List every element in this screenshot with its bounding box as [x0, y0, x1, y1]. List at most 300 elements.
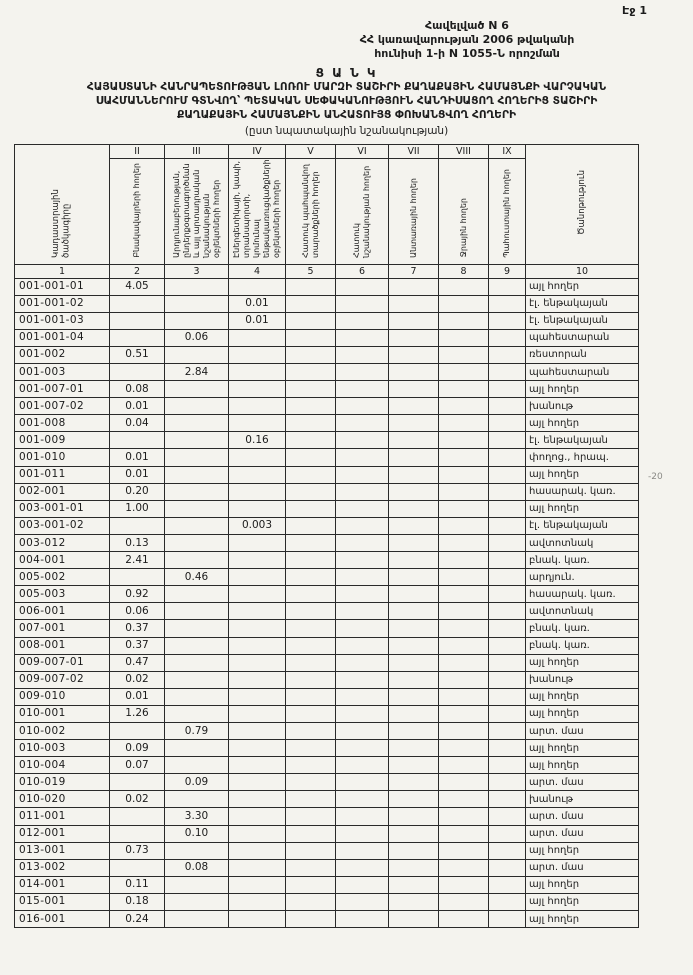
area-value-cell-col4	[229, 552, 286, 569]
table-row	[15, 552, 639, 569]
area-value-cell-col9	[489, 774, 526, 791]
area-value-cell-col2: 1.00	[110, 500, 165, 517]
table-row	[15, 534, 639, 551]
area-value-cell-col5	[286, 415, 336, 432]
area-value-cell-col5	[286, 312, 336, 329]
cadastral-code-cell: 011-001	[15, 808, 110, 825]
area-value-cell-col9	[489, 346, 526, 363]
table-header	[15, 144, 639, 278]
area-value-cell-col4	[229, 466, 286, 483]
note-cell: էլ. ենթակայան	[526, 295, 639, 312]
area-value-cell-col5	[286, 671, 336, 688]
area-value-cell-col8	[439, 876, 489, 893]
area-value-cell-col6	[336, 757, 389, 774]
area-value-cell-col7	[389, 603, 439, 620]
area-value-cell-col6	[336, 346, 389, 363]
area-value-cell-col4	[229, 774, 286, 791]
area-value-cell-col2: 0.04	[110, 415, 165, 432]
area-value-cell-col9	[489, 329, 526, 346]
area-value-cell-col8	[439, 791, 489, 808]
cadastral-code-cell: 003-012	[15, 534, 110, 551]
area-value-cell-col8	[439, 483, 489, 500]
area-value-cell-col8	[439, 569, 489, 586]
cadastral-code-cell: 004-001	[15, 552, 110, 569]
area-value-cell-col5	[286, 329, 336, 346]
area-value-cell-col2: 0.51	[110, 346, 165, 363]
area-value-cell-col7	[389, 278, 439, 295]
purpose-note: (ըստ նպատակային նշանակության)	[244, 124, 449, 137]
area-value-cell-col5	[286, 620, 336, 637]
area-value-cell-col7	[389, 449, 439, 466]
area-value-cell-col5	[286, 876, 336, 893]
area-value-cell-col6	[336, 688, 389, 705]
area-value-cell-col7	[389, 876, 439, 893]
area-value-cell-col3	[165, 893, 229, 910]
subtitle-line-3: ՔԱՂԱՔԱՅԻՆ ՀԱՄԱՅՆՔԻՆ ԱՆՀԱՏՈՒՅՑ ՓՈԽԱՆՑՎՈՂ ՀՈՂԵՐԻ	[176, 108, 516, 121]
cadastral-code-cell: 001-002	[15, 346, 110, 363]
area-value-cell-col4	[229, 364, 286, 381]
area-value-cell-col7	[389, 774, 439, 791]
area-value-cell-col9	[489, 757, 526, 774]
document-title: Ց Ա Ն Կ	[315, 66, 378, 81]
area-value-cell-col5	[286, 791, 336, 808]
area-value-cell-col4	[229, 671, 286, 688]
document-subtitle	[14, 81, 679, 122]
area-value-cell-col4	[229, 449, 286, 466]
area-value-cell-col7	[389, 859, 439, 876]
area-value-cell-col7	[389, 312, 439, 329]
area-value-cell-col8	[439, 517, 489, 534]
area-value-cell-col3	[165, 534, 229, 551]
area-value-cell-col4	[229, 859, 286, 876]
area-value-cell-col8	[439, 552, 489, 569]
note-cell: այլ հողեր	[526, 654, 639, 671]
area-value-cell-col9	[489, 295, 526, 312]
area-value-cell-col7	[389, 398, 439, 415]
cadastral-code-cell: 010-004	[15, 757, 110, 774]
area-value-cell-col5	[286, 774, 336, 791]
area-value-cell-col6	[336, 500, 389, 517]
area-value-cell-col6	[336, 381, 389, 398]
area-value-cell-col3	[165, 432, 229, 449]
table-row	[15, 329, 639, 346]
table-row	[15, 312, 639, 329]
area-value-cell-col3	[165, 552, 229, 569]
area-value-cell-col7	[389, 620, 439, 637]
table-row	[15, 876, 639, 893]
note-cell: արտ. մաս	[526, 808, 639, 825]
note-cell: այլ հողեր	[526, 278, 639, 295]
area-value-cell-col5	[286, 740, 336, 757]
table-row	[15, 603, 639, 620]
cadastral-code-cell: 010-002	[15, 722, 110, 739]
area-value-cell-col6	[336, 893, 389, 910]
area-value-cell-col8	[439, 586, 489, 603]
area-value-cell-col6	[336, 329, 389, 346]
area-value-cell-col5	[286, 603, 336, 620]
table-row	[15, 278, 639, 295]
area-value-cell-col9	[489, 415, 526, 432]
area-value-cell-col5	[286, 517, 336, 534]
area-value-cell-col4	[229, 740, 286, 757]
col-num-7: 7	[389, 264, 439, 278]
area-value-cell-col8	[439, 740, 489, 757]
area-value-cell-col7	[389, 329, 439, 346]
col-num-10: 10	[526, 264, 639, 278]
note-cell: էլ. ենթակայան	[526, 432, 639, 449]
area-value-cell-col7	[389, 517, 439, 534]
cadastral-code-cell: 001-008	[15, 415, 110, 432]
roman-IX: IX	[489, 144, 526, 158]
area-value-cell-col8	[439, 825, 489, 842]
area-value-cell-col3	[165, 346, 229, 363]
area-value-cell-col2: 0.08	[110, 381, 165, 398]
area-value-cell-col5	[286, 757, 336, 774]
area-value-cell-col4	[229, 500, 286, 517]
area-value-cell-col4	[229, 911, 286, 928]
area-value-cell-col7	[389, 466, 439, 483]
area-value-cell-col3: 0.08	[165, 859, 229, 876]
area-value-cell-col2: 0.02	[110, 791, 165, 808]
area-value-cell-col9	[489, 654, 526, 671]
area-value-cell-col7	[389, 346, 439, 363]
cadastral-code-cell: 016-001	[15, 911, 110, 928]
area-value-cell-col4	[229, 722, 286, 739]
area-value-cell-col6	[336, 586, 389, 603]
area-value-cell-col9	[489, 825, 526, 842]
table-row	[15, 398, 639, 415]
table-row	[15, 705, 639, 722]
area-value-cell-col3: 0.46	[165, 569, 229, 586]
area-value-cell-col2: 0.11	[110, 876, 165, 893]
col-header-infrastructure-lands: Էներգետիկայի, կապի, տրանսպորտի, կոմունալ ենթակառուցվածքների օբյեկտների հողեր	[229, 158, 286, 264]
cadastral-code-cell: 001-007-01	[15, 381, 110, 398]
area-value-cell-col2: 0.18	[110, 893, 165, 910]
cadastral-code-cell: 001-001-01	[15, 278, 110, 295]
area-value-cell-col7	[389, 757, 439, 774]
roman-V: V	[286, 144, 336, 158]
area-value-cell-col2: 0.37	[110, 620, 165, 637]
note-cell: այլ հողեր	[526, 688, 639, 705]
note-cell: այլ հողեր	[526, 893, 639, 910]
area-value-cell-col4: 0.01	[229, 312, 286, 329]
area-value-cell-col9	[489, 466, 526, 483]
area-value-cell-col7	[389, 637, 439, 654]
col-header-reserve-lands: Պահուստային հողեր	[489, 158, 526, 264]
area-value-cell-col6	[336, 432, 389, 449]
area-value-cell-col3	[165, 688, 229, 705]
area-value-cell-col2	[110, 364, 165, 381]
area-value-cell-col2	[110, 569, 165, 586]
table-row	[15, 569, 639, 586]
area-value-cell-col8	[439, 500, 489, 517]
area-value-cell-col8	[439, 466, 489, 483]
area-value-cell-col5	[286, 534, 336, 551]
roman-II: II	[110, 144, 165, 158]
area-value-cell-col6	[336, 312, 389, 329]
note-cell: բնակ. կառ.	[526, 552, 639, 569]
note-cell: այլ հողեր	[526, 842, 639, 859]
area-value-cell-col8	[439, 381, 489, 398]
area-value-cell-col9	[489, 603, 526, 620]
col-num-3: 3	[165, 264, 229, 278]
area-value-cell-col9	[489, 740, 526, 757]
area-value-cell-col7	[389, 671, 439, 688]
area-value-cell-col9	[489, 449, 526, 466]
note-cell: բնակ. կառ.	[526, 637, 639, 654]
area-value-cell-col7	[389, 586, 439, 603]
area-value-cell-col8	[439, 671, 489, 688]
table-row	[15, 671, 639, 688]
area-value-cell-col2: 0.01	[110, 449, 165, 466]
table-row	[15, 432, 639, 449]
area-value-cell-col4	[229, 415, 286, 432]
note-cell: արտ. մաս	[526, 859, 639, 876]
table-row	[15, 517, 639, 534]
area-value-cell-col5	[286, 432, 336, 449]
col-num-4: 4	[229, 264, 286, 278]
area-value-cell-col5	[286, 859, 336, 876]
area-value-cell-col8	[439, 398, 489, 415]
table-row	[15, 791, 639, 808]
area-value-cell-col4	[229, 586, 286, 603]
area-value-cell-col3: 0.09	[165, 774, 229, 791]
area-value-cell-col9	[489, 876, 526, 893]
area-value-cell-col7	[389, 705, 439, 722]
area-value-cell-col5	[286, 278, 336, 295]
note-cell: հասարակ. կառ.	[526, 586, 639, 603]
area-value-cell-col5	[286, 569, 336, 586]
area-value-cell-col2: 0.73	[110, 842, 165, 859]
area-value-cell-col2: 0.09	[110, 740, 165, 757]
area-value-cell-col2	[110, 329, 165, 346]
area-value-cell-col9	[489, 791, 526, 808]
area-value-cell-col6	[336, 825, 389, 842]
note-cell: հասարակ. կառ.	[526, 483, 639, 500]
cadastral-code-cell: 001-011	[15, 466, 110, 483]
col-num-2: 2	[110, 264, 165, 278]
area-value-cell-col8	[439, 278, 489, 295]
area-value-cell-col8	[439, 774, 489, 791]
cadastral-code-cell: 006-001	[15, 603, 110, 620]
table-row	[15, 774, 639, 791]
note-cell: այլ հողեր	[526, 466, 639, 483]
note-cell: արդյուն.	[526, 569, 639, 586]
cadastral-code-cell: 009-010	[15, 688, 110, 705]
area-value-cell-col4	[229, 654, 286, 671]
note-cell: արտ. մաս	[526, 825, 639, 842]
table-row	[15, 688, 639, 705]
area-value-cell-col4	[229, 381, 286, 398]
cadastral-code-cell: 001-001-02	[15, 295, 110, 312]
table-row	[15, 911, 639, 928]
area-value-cell-col3	[165, 791, 229, 808]
area-value-cell-col9	[489, 398, 526, 415]
area-value-cell-col4	[229, 893, 286, 910]
table-row	[15, 483, 639, 500]
col-header-settlement-lands: Բնակավայրերի հողեր	[110, 158, 165, 264]
column-number-row	[15, 264, 639, 278]
area-value-cell-col5	[286, 893, 336, 910]
area-value-cell-col9	[489, 500, 526, 517]
area-value-cell-col6	[336, 603, 389, 620]
area-value-cell-col2: 2.41	[110, 552, 165, 569]
col-num-1: 1	[15, 264, 110, 278]
roman-numeral-row	[15, 144, 639, 158]
appendix-line-2: ՀՀ կառավարության 2006 թվականի	[359, 32, 575, 46]
cadastral-code-cell: 002-001	[15, 483, 110, 500]
area-value-cell-col9	[489, 552, 526, 569]
area-value-cell-col6	[336, 466, 389, 483]
area-value-cell-col3	[165, 654, 229, 671]
cadastral-code-cell: 003-001-01	[15, 500, 110, 517]
area-value-cell-col6	[336, 483, 389, 500]
area-value-cell-col6	[336, 791, 389, 808]
note-cell: խանութ	[526, 671, 639, 688]
area-value-cell-col2: 0.07	[110, 757, 165, 774]
area-value-cell-col5	[286, 911, 336, 928]
area-value-cell-col2: 0.13	[110, 534, 165, 551]
note-cell: պահեստարան	[526, 329, 639, 346]
area-value-cell-col4	[229, 620, 286, 637]
area-value-cell-col6	[336, 534, 389, 551]
area-value-cell-col4	[229, 534, 286, 551]
roman-VII: VII	[389, 144, 439, 158]
area-value-cell-col3	[165, 381, 229, 398]
table-body	[15, 278, 639, 928]
area-value-cell-col4	[229, 825, 286, 842]
area-value-cell-col8	[439, 364, 489, 381]
area-value-cell-col8	[439, 295, 489, 312]
table-row	[15, 825, 639, 842]
note-cell: այլ հողեր	[526, 705, 639, 722]
note-cell: ավտոտնակ	[526, 534, 639, 551]
cadastral-code-cell: 015-001	[15, 893, 110, 910]
cadastral-code-cell: 009-007-02	[15, 671, 110, 688]
area-value-cell-col3	[165, 500, 229, 517]
area-value-cell-col9	[489, 859, 526, 876]
area-value-cell-col4	[229, 842, 286, 859]
area-value-cell-col3	[165, 398, 229, 415]
area-value-cell-col2: 0.01	[110, 688, 165, 705]
area-value-cell-col6	[336, 808, 389, 825]
area-value-cell-col4	[229, 329, 286, 346]
cadastral-code-cell: 012-001	[15, 825, 110, 842]
area-value-cell-col6	[336, 295, 389, 312]
area-value-cell-col6	[336, 364, 389, 381]
area-value-cell-col9	[489, 842, 526, 859]
area-value-cell-col2: 0.02	[110, 671, 165, 688]
table-row	[15, 842, 639, 859]
land-table	[14, 144, 639, 929]
roman-IV: IV	[229, 144, 286, 158]
area-value-cell-col2: 0.06	[110, 603, 165, 620]
area-value-cell-col3	[165, 295, 229, 312]
page-number: Էջ 1	[622, 4, 647, 17]
cadastral-code-cell: 008-001	[15, 637, 110, 654]
area-value-cell-col7	[389, 791, 439, 808]
area-value-cell-col9	[489, 808, 526, 825]
area-value-cell-col5	[286, 398, 336, 415]
cadastral-code-cell: 003-001-02	[15, 517, 110, 534]
area-value-cell-col8	[439, 534, 489, 551]
appendix-line-1: Հավելված N 6	[425, 19, 509, 32]
note-cell: խանութ	[526, 398, 639, 415]
table-row	[15, 364, 639, 381]
note-cell: այլ հողեր	[526, 876, 639, 893]
cadastral-code-cell: 001-007-02	[15, 398, 110, 415]
area-value-cell-col8	[439, 842, 489, 859]
area-value-cell-col4	[229, 808, 286, 825]
area-value-cell-col6	[336, 722, 389, 739]
table-row	[15, 637, 639, 654]
table-row	[15, 859, 639, 876]
col-header-special-purpose-lands: Հատուկ նշանակության հողեր	[336, 158, 389, 264]
area-value-cell-col2: 0.24	[110, 911, 165, 928]
area-value-cell-col8	[439, 346, 489, 363]
area-value-cell-col5	[286, 483, 336, 500]
table-row	[15, 415, 639, 432]
area-value-cell-col4	[229, 688, 286, 705]
area-value-cell-col3	[165, 876, 229, 893]
area-value-cell-col6	[336, 705, 389, 722]
area-value-cell-col8	[439, 312, 489, 329]
area-value-cell-col2: 0.01	[110, 398, 165, 415]
area-value-cell-col3	[165, 603, 229, 620]
area-value-cell-col4	[229, 398, 286, 415]
note-cell: էլ. ենթակայան	[526, 312, 639, 329]
area-value-cell-col4: 0.003	[229, 517, 286, 534]
area-value-cell-col9	[489, 586, 526, 603]
area-value-cell-col2: 0.20	[110, 483, 165, 500]
area-value-cell-col8	[439, 859, 489, 876]
area-value-cell-col4: 0.16	[229, 432, 286, 449]
area-value-cell-col9	[489, 722, 526, 739]
note-cell: պահեստարան	[526, 364, 639, 381]
table-row	[15, 586, 639, 603]
cadastral-code-cell: 001-010	[15, 449, 110, 466]
area-value-cell-col5	[286, 466, 336, 483]
area-value-cell-col3	[165, 842, 229, 859]
area-value-cell-col6	[336, 911, 389, 928]
area-value-cell-col5	[286, 449, 336, 466]
area-value-cell-col4	[229, 637, 286, 654]
note-cell: այլ հողեր	[526, 911, 639, 928]
cadastral-code-cell: 010-003	[15, 740, 110, 757]
area-value-cell-col2	[110, 722, 165, 739]
area-value-cell-col8	[439, 808, 489, 825]
area-value-cell-col3	[165, 620, 229, 637]
area-value-cell-col5	[286, 381, 336, 398]
area-value-cell-col6	[336, 654, 389, 671]
area-value-cell-col5	[286, 722, 336, 739]
area-value-cell-col8	[439, 705, 489, 722]
area-value-cell-col9	[489, 432, 526, 449]
table-row	[15, 381, 639, 398]
area-value-cell-col5	[286, 500, 336, 517]
note-cell: այլ հողեր	[526, 415, 639, 432]
area-value-cell-col3	[165, 517, 229, 534]
table-row	[15, 500, 639, 517]
note-cell: էլ. ենթակայան	[526, 517, 639, 534]
area-value-cell-col9	[489, 671, 526, 688]
area-value-cell-col5	[286, 654, 336, 671]
note-cell: բնակ. կառ.	[526, 620, 639, 637]
area-value-cell-col3	[165, 671, 229, 688]
area-value-cell-col5	[286, 825, 336, 842]
area-value-cell-col8	[439, 449, 489, 466]
table-row	[15, 466, 639, 483]
